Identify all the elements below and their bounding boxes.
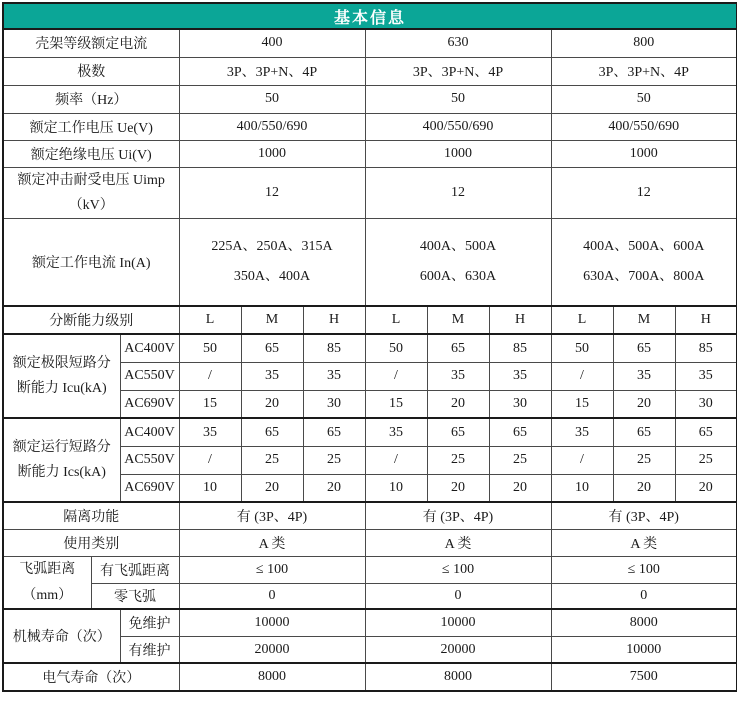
value-cell: 15 [365,390,427,418]
value-cell: 25 [303,446,365,474]
value-cell: 85 [303,334,365,362]
row-arc-zero [3,583,737,609]
row-label-ics [3,418,120,502]
row-uimp [3,167,737,218]
table-header-row [3,3,737,29]
value-line1: 400A、500A [419,239,497,255]
value-cell: 1000 [179,140,365,167]
value-cell: 65 [241,334,303,362]
sub-label: AC400V [120,334,179,362]
value-cell: 630 [365,29,551,57]
value-cell: 20000 [365,636,551,663]
value-cell: 20 [427,474,489,502]
value-cell: 65 [489,418,551,446]
value-cell: H [303,306,365,334]
value-line1: 225A、250A、315A [211,239,333,255]
value-cell: 30 [303,390,365,418]
row-label-line2: （mm） [22,587,73,603]
value-cell: 400/550/690 [179,113,365,140]
value-cell: 30 [489,390,551,418]
value-cell [365,218,551,306]
value-cell: 400/550/690 [365,113,551,140]
row-label-line2: （kV） [68,197,114,213]
row-label: 额定工作电压 Ue(V) [3,113,179,140]
value-cell: 8000 [179,663,365,691]
row-category [3,529,737,556]
value-cell: 35 [489,362,551,390]
value-cell: 10000 [551,636,737,663]
value-cell: 25 [489,446,551,474]
value-cell: 50 [179,85,365,113]
value-cell: 65 [613,418,675,446]
value-cell: 65 [427,418,489,446]
row-label: 使用类别 [3,529,179,556]
value-cell: A 类 [179,529,365,556]
row-ue [3,113,737,140]
value-cell: H [489,306,551,334]
value-cell [551,218,737,306]
value-cell: 有 (3P、4P) [551,502,737,529]
row-label: 电气寿命（次） [3,663,179,691]
value-cell: 20 [303,474,365,502]
value-cell: 20 [613,390,675,418]
value-cell: 1000 [551,140,737,167]
value-cell: 400 [179,29,365,57]
value-cell: L [365,306,427,334]
row-label-arc [3,556,91,609]
row-poles [3,57,737,85]
row-elec-life [3,663,737,691]
row-label: 频率（Hz） [3,85,179,113]
sub-label: AC690V [120,474,179,502]
value-cell: 3P、3P+N、4P [179,57,365,85]
row-label-line1: 飞弧距离 [19,562,76,578]
value-cell [179,218,365,306]
value-cell: 25 [675,446,737,474]
value-cell: M [241,306,303,334]
row-isolation [3,502,737,529]
row-ics-ac400 [3,418,737,446]
value-cell: 20 [489,474,551,502]
value-cell: 3P、3P+N、4P [365,57,551,85]
value-cell: 25 [427,446,489,474]
value-cell: 0 [551,583,737,609]
value-cell: 10000 [179,609,365,636]
value-cell: A 类 [551,529,737,556]
value-cell: 50 [365,334,427,362]
value-cell: 35 [179,418,241,446]
value-cell: 1000 [365,140,551,167]
value-cell: 10 [365,474,427,502]
value-cell: 35 [365,418,427,446]
value-cell: 15 [179,390,241,418]
value-cell: 65 [675,418,737,446]
value-cell: 35 [675,362,737,390]
row-label: 额定绝缘电压 Ui(V) [3,140,179,167]
value-cell: 800 [551,29,737,57]
value-cell: 35 [613,362,675,390]
row-label-line1: 额定运行短路分 [12,440,111,456]
value-cell: 35 [551,418,613,446]
value-cell: / [365,362,427,390]
value-cell: L [551,306,613,334]
value-cell: ≤ 100 [179,556,365,583]
row-in-current [3,218,737,306]
value-line2: 630A、700A、800A [583,269,705,285]
value-cell: 35 [303,362,365,390]
sub-label: AC690V [120,390,179,418]
value-cell: 20 [613,474,675,502]
sub-label: 零飞弧 [91,583,179,609]
value-cell: / [179,446,241,474]
value-cell: 12 [365,167,551,218]
row-label: 分断能力级别 [3,306,179,334]
value-cell: 35 [427,362,489,390]
sub-label: 有飞弧距离 [91,556,179,583]
row-breaking-level [3,306,737,334]
row-label: 额定工作电流 In(A) [3,218,179,306]
value-cell: 85 [489,334,551,362]
row-label-line1: 额定冲击耐受电压 Uimp [17,172,165,188]
value-cell: 20 [675,474,737,502]
value-line1: 400A、500A、600A [583,239,705,255]
value-cell: 30 [675,390,737,418]
row-label-icu [3,334,120,418]
row-icu-ac400 [3,334,737,362]
value-cell: 20 [241,474,303,502]
value-cell: 20 [241,390,303,418]
value-cell: 10 [179,474,241,502]
value-cell: 8000 [551,609,737,636]
value-cell: ≤ 100 [551,556,737,583]
row-frame-current [3,29,737,57]
row-frequency [3,85,737,113]
value-line2: 350A、400A [233,269,311,285]
row-arc-with [3,556,737,583]
value-cell: 有 (3P、4P) [365,502,551,529]
sub-label: AC400V [120,418,179,446]
value-cell: 7500 [551,663,737,691]
sub-label: 有维护 [120,636,179,663]
value-cell: / [179,362,241,390]
value-cell: 8000 [365,663,551,691]
value-cell: M [427,306,489,334]
row-ui [3,140,737,167]
value-cell: 400/550/690 [551,113,737,140]
basic-info-table [2,2,737,692]
value-cell: 15 [551,390,613,418]
value-cell: L [179,306,241,334]
row-label: 隔离功能 [3,502,179,529]
value-cell: 50 [551,85,737,113]
value-cell: 3P、3P+N、4P [551,57,737,85]
row-label: 极数 [3,57,179,85]
sub-label: AC550V [120,446,179,474]
value-cell: 65 [427,334,489,362]
row-label: 壳架等级额定电流 [3,29,179,57]
value-cell: 20 [427,390,489,418]
value-cell: 20000 [179,636,365,663]
value-cell: 0 [179,583,365,609]
value-cell: 0 [365,583,551,609]
value-cell: 12 [551,167,737,218]
value-cell: A 类 [365,529,551,556]
value-cell: 50 [365,85,551,113]
row-label-line2: 断能力 Icu(kA) [16,381,107,397]
value-line2: 600A、630A [419,269,497,285]
value-cell: 65 [613,334,675,362]
sub-label: AC550V [120,362,179,390]
sub-label: 免维护 [120,609,179,636]
value-cell: 10000 [365,609,551,636]
value-cell: / [551,446,613,474]
row-label-line1: 额定极限短路分 [12,356,111,372]
value-cell: 25 [613,446,675,474]
row-label [3,167,179,218]
value-cell: 25 [241,446,303,474]
table-title: 基本信息 [3,3,737,29]
value-cell: / [551,362,613,390]
value-cell: ≤ 100 [365,556,551,583]
value-cell: 85 [675,334,737,362]
value-cell: / [365,446,427,474]
value-cell: 65 [303,418,365,446]
row-label-line2: 断能力 Ics(kA) [17,465,106,481]
value-cell: H [675,306,737,334]
value-cell: 65 [241,418,303,446]
value-cell: 10 [551,474,613,502]
value-cell: 有 (3P、4P) [179,502,365,529]
value-cell: 35 [241,362,303,390]
row-mech-free [3,609,737,636]
value-cell: 50 [179,334,241,362]
value-cell: 50 [551,334,613,362]
value-cell: 12 [179,167,365,218]
row-label-mech: 机械寿命（次） [3,609,120,663]
value-cell: M [613,306,675,334]
